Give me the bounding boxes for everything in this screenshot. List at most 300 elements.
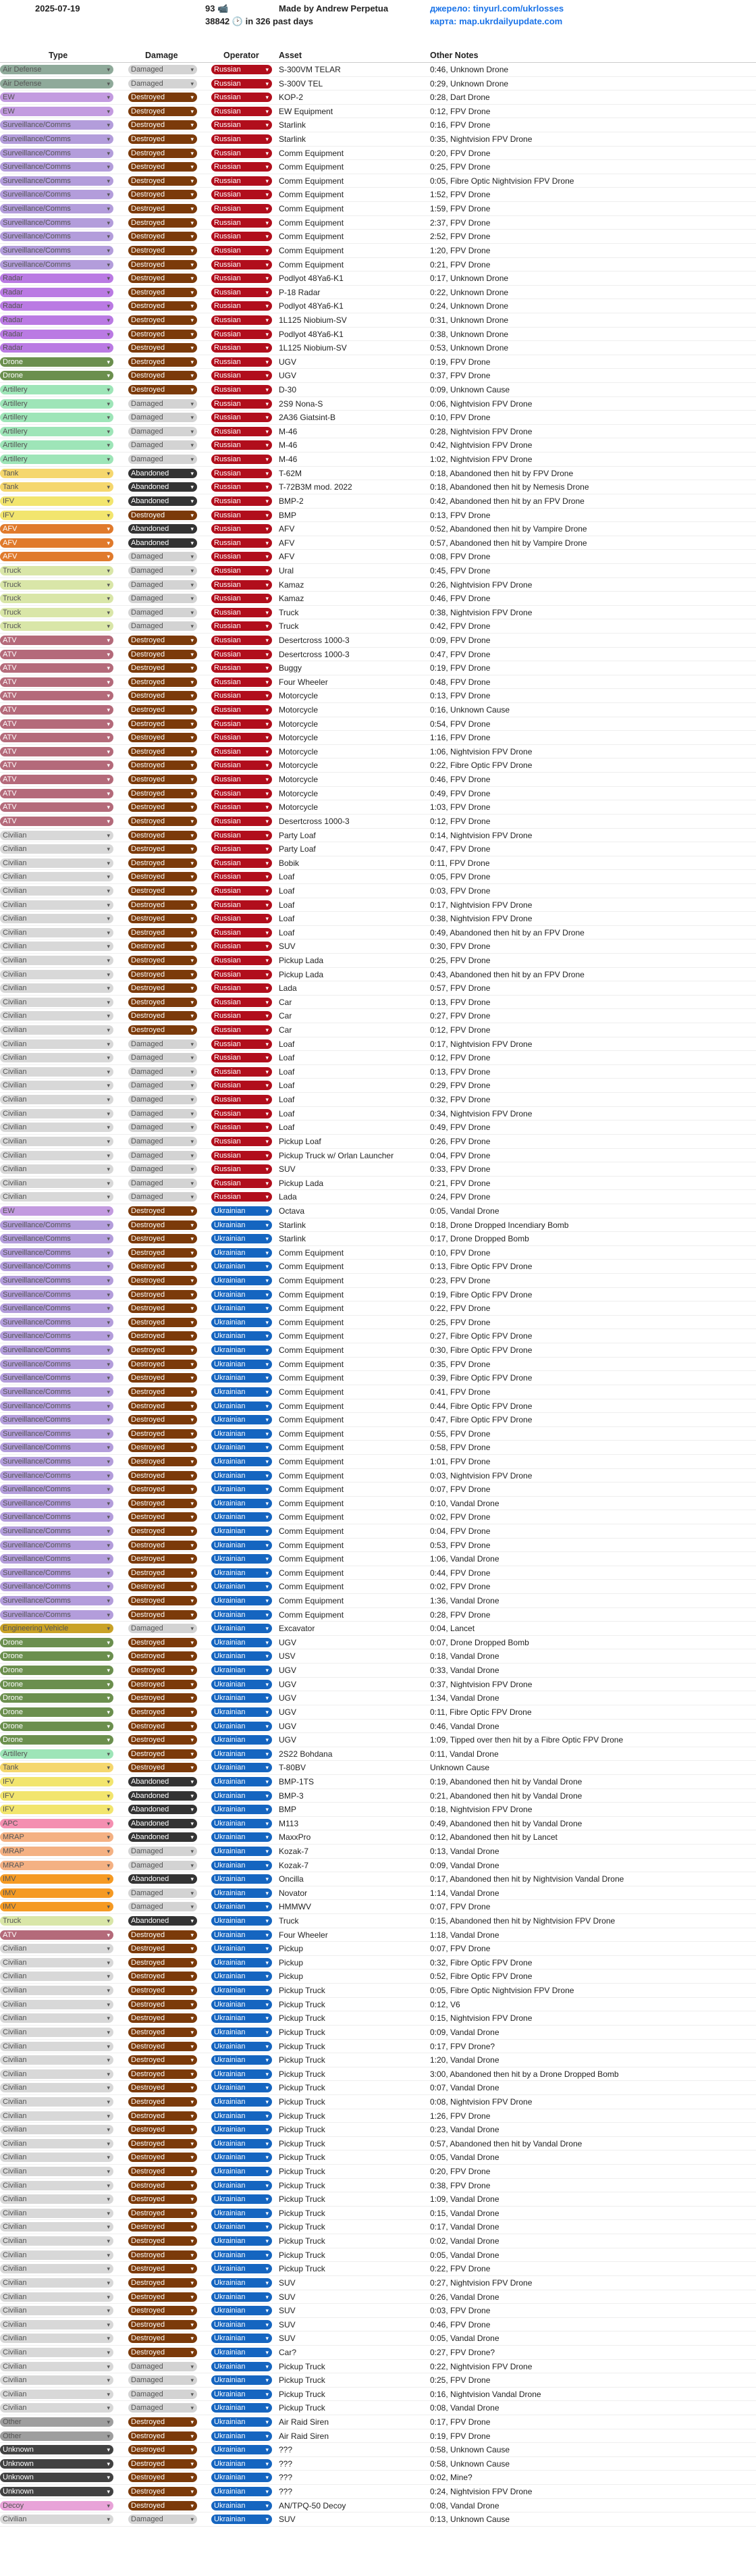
type-select[interactable] bbox=[0, 204, 113, 213]
operator-select[interactable] bbox=[211, 761, 272, 770]
damage-select[interactable] bbox=[128, 663, 197, 673]
operator-select[interactable] bbox=[211, 2042, 272, 2051]
type-select[interactable] bbox=[0, 1624, 113, 1633]
operator-select[interactable] bbox=[211, 802, 272, 812]
damage-select[interactable] bbox=[128, 1039, 197, 1049]
operator-select[interactable] bbox=[211, 872, 272, 881]
type-select[interactable] bbox=[0, 1053, 113, 1062]
operator-select[interactable] bbox=[211, 2431, 272, 2441]
type-select[interactable] bbox=[0, 1206, 113, 1216]
damage-select[interactable] bbox=[128, 1067, 197, 1077]
damage-select[interactable] bbox=[128, 1651, 197, 1661]
damage-select[interactable] bbox=[128, 2167, 197, 2176]
type-select[interactable] bbox=[0, 1331, 113, 1341]
type-select[interactable] bbox=[0, 1568, 113, 1578]
type-select[interactable] bbox=[0, 1401, 113, 1411]
operator-select[interactable] bbox=[211, 232, 272, 241]
operator-select[interactable] bbox=[211, 1512, 272, 1522]
damage-select[interactable] bbox=[128, 1986, 197, 1995]
type-select[interactable] bbox=[0, 2083, 113, 2092]
operator-select[interactable] bbox=[211, 1861, 272, 1870]
damage-select[interactable] bbox=[128, 608, 197, 617]
damage-select[interactable] bbox=[128, 1596, 197, 1605]
type-select[interactable] bbox=[0, 1095, 113, 1104]
operator-select[interactable] bbox=[211, 1053, 272, 1062]
damage-select[interactable] bbox=[128, 1819, 197, 1828]
damage-select[interactable] bbox=[128, 218, 197, 228]
type-select[interactable] bbox=[0, 2250, 113, 2260]
operator-select[interactable] bbox=[211, 1220, 272, 1230]
damage-select[interactable] bbox=[128, 1025, 197, 1035]
operator-select[interactable] bbox=[211, 2445, 272, 2454]
damage-select[interactable] bbox=[128, 2278, 197, 2288]
type-select[interactable] bbox=[0, 149, 113, 158]
type-select[interactable] bbox=[0, 928, 113, 937]
damage-select[interactable] bbox=[128, 538, 197, 548]
operator-select[interactable] bbox=[211, 2181, 272, 2190]
operator-select[interactable] bbox=[211, 1568, 272, 1578]
damage-select[interactable] bbox=[128, 1874, 197, 1884]
type-select[interactable] bbox=[0, 2194, 113, 2204]
type-select[interactable] bbox=[0, 2375, 113, 2385]
damage-select[interactable] bbox=[128, 134, 197, 144]
operator-select[interactable] bbox=[211, 1944, 272, 1953]
type-select[interactable] bbox=[0, 469, 113, 478]
damage-select[interactable] bbox=[128, 817, 197, 826]
damage-select[interactable] bbox=[128, 1234, 197, 1243]
damage-select[interactable] bbox=[128, 844, 197, 854]
operator-select[interactable] bbox=[211, 1206, 272, 1216]
type-select[interactable] bbox=[0, 1373, 113, 1383]
type-select[interactable] bbox=[0, 1415, 113, 1424]
operator-select[interactable] bbox=[211, 1763, 272, 1772]
operator-select[interactable] bbox=[211, 983, 272, 993]
operator-select[interactable] bbox=[211, 1262, 272, 1271]
operator-select[interactable] bbox=[211, 2320, 272, 2329]
damage-select[interactable] bbox=[128, 2042, 197, 2051]
damage-select[interactable] bbox=[128, 1164, 197, 1174]
damage-select[interactable] bbox=[128, 93, 197, 102]
operator-select[interactable] bbox=[211, 399, 272, 409]
operator-select[interactable] bbox=[211, 1011, 272, 1021]
damage-select[interactable] bbox=[128, 176, 197, 186]
damage-select[interactable] bbox=[128, 566, 197, 575]
damage-select[interactable] bbox=[128, 1192, 197, 1202]
damage-select[interactable] bbox=[128, 440, 197, 450]
operator-select[interactable] bbox=[211, 2375, 272, 2385]
operator-select[interactable] bbox=[211, 1986, 272, 1995]
damage-select[interactable] bbox=[128, 747, 197, 756]
type-select[interactable] bbox=[0, 1847, 113, 1856]
damage-select[interactable] bbox=[128, 2375, 197, 2385]
operator-select[interactable] bbox=[211, 1610, 272, 1620]
type-select[interactable] bbox=[0, 288, 113, 297]
type-select[interactable] bbox=[0, 190, 113, 199]
damage-select[interactable] bbox=[128, 2292, 197, 2302]
type-select[interactable] bbox=[0, 733, 113, 742]
type-select[interactable] bbox=[0, 1360, 113, 1369]
operator-select[interactable] bbox=[211, 538, 272, 548]
type-select[interactable] bbox=[0, 1164, 113, 1174]
damage-select[interactable] bbox=[128, 928, 197, 937]
operator-select[interactable] bbox=[211, 2459, 272, 2469]
operator-select[interactable] bbox=[211, 440, 272, 450]
damage-select[interactable] bbox=[128, 705, 197, 715]
type-select[interactable] bbox=[0, 761, 113, 770]
operator-select[interactable] bbox=[211, 1290, 272, 1299]
type-select[interactable] bbox=[0, 1596, 113, 1605]
type-select[interactable] bbox=[0, 2222, 113, 2232]
type-select[interactable] bbox=[0, 2473, 113, 2482]
operator-select[interactable] bbox=[211, 2028, 272, 2037]
type-select[interactable] bbox=[0, 2431, 113, 2441]
damage-select[interactable] bbox=[128, 1220, 197, 1230]
damage-select[interactable] bbox=[128, 1304, 197, 1313]
operator-select[interactable] bbox=[211, 343, 272, 353]
operator-select[interactable] bbox=[211, 1596, 272, 1605]
operator-select[interactable] bbox=[211, 79, 272, 88]
type-select[interactable] bbox=[0, 956, 113, 965]
type-select[interactable] bbox=[0, 1526, 113, 1536]
operator-select[interactable] bbox=[211, 2487, 272, 2496]
type-select[interactable] bbox=[0, 552, 113, 561]
type-select[interactable] bbox=[0, 1832, 113, 1842]
operator-select[interactable] bbox=[211, 1805, 272, 1814]
damage-select[interactable] bbox=[128, 1693, 197, 1703]
operator-select[interactable] bbox=[211, 942, 272, 951]
operator-select[interactable] bbox=[211, 2209, 272, 2218]
damage-select[interactable] bbox=[128, 1541, 197, 1550]
operator-select[interactable] bbox=[211, 2236, 272, 2246]
damage-select[interactable] bbox=[128, 2403, 197, 2413]
damage-select[interactable] bbox=[128, 2139, 197, 2148]
operator-select[interactable] bbox=[211, 1276, 272, 1285]
type-select[interactable] bbox=[0, 1541, 113, 1550]
type-select[interactable] bbox=[0, 65, 113, 74]
operator-select[interactable] bbox=[211, 2125, 272, 2134]
operator-select[interactable] bbox=[211, 747, 272, 756]
type-select[interactable] bbox=[0, 747, 113, 756]
operator-select[interactable] bbox=[211, 1888, 272, 1898]
operator-select[interactable] bbox=[211, 2334, 272, 2343]
damage-select[interactable] bbox=[128, 1512, 197, 1522]
damage-select[interactable] bbox=[128, 1722, 197, 1731]
damage-select[interactable] bbox=[128, 1137, 197, 1146]
damage-select[interactable] bbox=[128, 1345, 197, 1355]
type-select[interactable] bbox=[0, 1749, 113, 1759]
damage-select[interactable] bbox=[128, 2264, 197, 2273]
damage-select[interactable] bbox=[128, 789, 197, 798]
damage-select[interactable] bbox=[128, 1443, 197, 1452]
type-select[interactable] bbox=[0, 900, 113, 910]
operator-select[interactable] bbox=[211, 2083, 272, 2092]
damage-select[interactable] bbox=[128, 65, 197, 74]
type-select[interactable] bbox=[0, 2028, 113, 2037]
type-select[interactable] bbox=[0, 1693, 113, 1703]
type-select[interactable] bbox=[0, 2459, 113, 2469]
damage-select[interactable] bbox=[128, 1457, 197, 1466]
type-select[interactable] bbox=[0, 1276, 113, 1285]
operator-select[interactable] bbox=[211, 1847, 272, 1856]
type-select[interactable] bbox=[0, 2055, 113, 2065]
operator-select[interactable] bbox=[211, 149, 272, 158]
damage-select[interactable] bbox=[128, 1526, 197, 1536]
damage-select[interactable] bbox=[128, 2348, 197, 2357]
type-select[interactable] bbox=[0, 608, 113, 617]
type-select[interactable] bbox=[0, 134, 113, 144]
type-select[interactable] bbox=[0, 1499, 113, 1508]
operator-select[interactable] bbox=[211, 301, 272, 311]
damage-select[interactable] bbox=[128, 1331, 197, 1341]
damage-select[interactable] bbox=[128, 260, 197, 269]
operator-select[interactable] bbox=[211, 1123, 272, 1132]
damage-select[interactable] bbox=[128, 2222, 197, 2232]
operator-select[interactable] bbox=[211, 1387, 272, 1397]
type-select[interactable] bbox=[0, 1944, 113, 1953]
type-select[interactable] bbox=[0, 2000, 113, 2009]
type-select[interactable] bbox=[0, 621, 113, 631]
damage-select[interactable] bbox=[128, 677, 197, 687]
operator-select[interactable] bbox=[211, 886, 272, 896]
type-select[interactable] bbox=[0, 2111, 113, 2121]
operator-select[interactable] bbox=[211, 511, 272, 520]
type-select[interactable] bbox=[0, 1582, 113, 1591]
type-select[interactable] bbox=[0, 176, 113, 186]
damage-select[interactable] bbox=[128, 983, 197, 993]
operator-select[interactable] bbox=[211, 385, 272, 394]
operator-select[interactable] bbox=[211, 1666, 272, 1675]
operator-select[interactable] bbox=[211, 2348, 272, 2357]
type-select[interactable] bbox=[0, 2236, 113, 2246]
type-select[interactable] bbox=[0, 2181, 113, 2190]
type-select[interactable] bbox=[0, 1039, 113, 1049]
operator-select[interactable] bbox=[211, 594, 272, 603]
operator-select[interactable] bbox=[211, 260, 272, 269]
operator-select[interactable] bbox=[211, 2069, 272, 2079]
damage-select[interactable] bbox=[128, 190, 197, 199]
type-select[interactable] bbox=[0, 1763, 113, 1772]
type-select[interactable] bbox=[0, 691, 113, 700]
operator-select[interactable] bbox=[211, 1707, 272, 1717]
damage-select[interactable] bbox=[128, 998, 197, 1007]
damage-select[interactable] bbox=[128, 399, 197, 409]
damage-select[interactable] bbox=[128, 1123, 197, 1132]
type-select[interactable] bbox=[0, 1777, 113, 1786]
damage-select[interactable] bbox=[128, 858, 197, 868]
operator-select[interactable] bbox=[211, 274, 272, 283]
operator-select[interactable] bbox=[211, 1234, 272, 1243]
type-select[interactable] bbox=[0, 343, 113, 353]
damage-select[interactable] bbox=[128, 1916, 197, 1926]
type-select[interactable] bbox=[0, 1958, 113, 1967]
operator-select[interactable] bbox=[211, 1137, 272, 1146]
operator-select[interactable] bbox=[211, 413, 272, 422]
damage-select[interactable] bbox=[128, 1777, 197, 1786]
damage-select[interactable] bbox=[128, 1081, 197, 1090]
type-select[interactable] bbox=[0, 455, 113, 464]
operator-select[interactable] bbox=[211, 705, 272, 715]
damage-select[interactable] bbox=[128, 455, 197, 464]
operator-select[interactable] bbox=[211, 2264, 272, 2273]
operator-select[interactable] bbox=[211, 2278, 272, 2288]
operator-select[interactable] bbox=[211, 2390, 272, 2399]
map-link[interactable]: map.ukrdailyupdate.com bbox=[459, 16, 563, 26]
type-select[interactable] bbox=[0, 2445, 113, 2454]
type-select[interactable] bbox=[0, 1304, 113, 1313]
damage-select[interactable] bbox=[128, 2417, 197, 2427]
type-select[interactable] bbox=[0, 301, 113, 311]
damage-select[interactable] bbox=[128, 650, 197, 659]
type-select[interactable] bbox=[0, 2097, 113, 2107]
damage-select[interactable] bbox=[128, 552, 197, 561]
damage-select[interactable] bbox=[128, 427, 197, 436]
operator-select[interactable] bbox=[211, 469, 272, 478]
type-select[interactable] bbox=[0, 886, 113, 896]
damage-select[interactable] bbox=[128, 79, 197, 88]
damage-select[interactable] bbox=[128, 691, 197, 700]
operator-select[interactable] bbox=[211, 1415, 272, 1424]
operator-select[interactable] bbox=[211, 1429, 272, 1439]
type-select[interactable] bbox=[0, 427, 113, 436]
source-link[interactable]: tinyurl.com/ukrlosses bbox=[473, 3, 564, 14]
operator-select[interactable] bbox=[211, 1777, 272, 1786]
type-select[interactable] bbox=[0, 232, 113, 241]
operator-select[interactable] bbox=[211, 1749, 272, 1759]
operator-select[interactable] bbox=[211, 1819, 272, 1828]
type-select[interactable] bbox=[0, 107, 113, 116]
type-select[interactable] bbox=[0, 2403, 113, 2413]
type-select[interactable] bbox=[0, 2348, 113, 2357]
type-select[interactable] bbox=[0, 1972, 113, 1981]
operator-select[interactable] bbox=[211, 1972, 272, 1981]
type-select[interactable] bbox=[0, 942, 113, 951]
type-select[interactable] bbox=[0, 1512, 113, 1522]
operator-select[interactable] bbox=[211, 204, 272, 213]
type-select[interactable] bbox=[0, 1638, 113, 1647]
operator-select[interactable] bbox=[211, 733, 272, 742]
operator-select[interactable] bbox=[211, 1109, 272, 1118]
operator-select[interactable] bbox=[211, 719, 272, 729]
damage-select[interactable] bbox=[128, 900, 197, 910]
type-select[interactable] bbox=[0, 2125, 113, 2134]
damage-select[interactable] bbox=[128, 1638, 197, 1647]
type-select[interactable] bbox=[0, 1791, 113, 1801]
operator-select[interactable] bbox=[211, 1902, 272, 1911]
operator-select[interactable] bbox=[211, 190, 272, 199]
type-select[interactable] bbox=[0, 844, 113, 854]
operator-select[interactable] bbox=[211, 2515, 272, 2524]
operator-select[interactable] bbox=[211, 691, 272, 700]
damage-select[interactable] bbox=[128, 2181, 197, 2190]
type-select[interactable] bbox=[0, 705, 113, 715]
damage-select[interactable] bbox=[128, 162, 197, 172]
operator-select[interactable] bbox=[211, 1582, 272, 1591]
type-select[interactable] bbox=[0, 1151, 113, 1160]
operator-select[interactable] bbox=[211, 1680, 272, 1689]
damage-select[interactable] bbox=[128, 1095, 197, 1104]
type-select[interactable] bbox=[0, 1735, 113, 1745]
type-select[interactable] bbox=[0, 719, 113, 729]
type-select[interactable] bbox=[0, 1179, 113, 1188]
damage-select[interactable] bbox=[128, 1387, 197, 1397]
type-select[interactable] bbox=[0, 1902, 113, 1911]
operator-select[interactable] bbox=[211, 1304, 272, 1313]
type-select[interactable] bbox=[0, 274, 113, 283]
type-select[interactable] bbox=[0, 566, 113, 575]
type-select[interactable] bbox=[0, 831, 113, 840]
type-select[interactable] bbox=[0, 1429, 113, 1439]
damage-select[interactable] bbox=[128, 775, 197, 784]
operator-select[interactable] bbox=[211, 2194, 272, 2204]
type-select[interactable] bbox=[0, 2390, 113, 2399]
damage-select[interactable] bbox=[128, 1680, 197, 1689]
type-select[interactable] bbox=[0, 983, 113, 993]
type-select[interactable] bbox=[0, 2292, 113, 2302]
damage-select[interactable] bbox=[128, 2390, 197, 2399]
operator-select[interactable] bbox=[211, 2473, 272, 2482]
damage-select[interactable] bbox=[128, 1471, 197, 1480]
damage-select[interactable] bbox=[128, 413, 197, 422]
type-select[interactable] bbox=[0, 858, 113, 868]
type-select[interactable] bbox=[0, 79, 113, 88]
damage-select[interactable] bbox=[128, 914, 197, 923]
damage-select[interactable] bbox=[128, 2069, 197, 2079]
operator-select[interactable] bbox=[211, 1164, 272, 1174]
operator-select[interactable] bbox=[211, 552, 272, 561]
type-select[interactable] bbox=[0, 1874, 113, 1884]
damage-select[interactable] bbox=[128, 1791, 197, 1801]
operator-select[interactable] bbox=[211, 580, 272, 590]
damage-select[interactable] bbox=[128, 719, 197, 729]
damage-select[interactable] bbox=[128, 2055, 197, 2065]
damage-select[interactable] bbox=[128, 1485, 197, 1494]
damage-select[interactable] bbox=[128, 1276, 197, 1285]
damage-select[interactable] bbox=[128, 1179, 197, 1188]
type-select[interactable] bbox=[0, 1387, 113, 1397]
type-select[interactable] bbox=[0, 1262, 113, 1271]
type-select[interactable] bbox=[0, 650, 113, 659]
type-select[interactable] bbox=[0, 246, 113, 255]
type-select[interactable] bbox=[0, 1651, 113, 1661]
operator-select[interactable] bbox=[211, 1401, 272, 1411]
operator-select[interactable] bbox=[211, 427, 272, 436]
operator-select[interactable] bbox=[211, 956, 272, 965]
operator-select[interactable] bbox=[211, 2055, 272, 2065]
operator-select[interactable] bbox=[211, 2250, 272, 2260]
operator-select[interactable] bbox=[211, 970, 272, 979]
type-select[interactable] bbox=[0, 1861, 113, 1870]
damage-select[interactable] bbox=[128, 524, 197, 534]
damage-select[interactable] bbox=[128, 942, 197, 951]
operator-select[interactable] bbox=[211, 1025, 272, 1035]
damage-select[interactable] bbox=[128, 580, 197, 590]
operator-select[interactable] bbox=[211, 1735, 272, 1745]
type-select[interactable] bbox=[0, 1109, 113, 1118]
damage-select[interactable] bbox=[128, 956, 197, 965]
damage-select[interactable] bbox=[128, 1666, 197, 1675]
damage-select[interactable] bbox=[128, 120, 197, 130]
type-select[interactable] bbox=[0, 357, 113, 367]
type-select[interactable] bbox=[0, 1666, 113, 1675]
damage-select[interactable] bbox=[128, 232, 197, 241]
type-select[interactable] bbox=[0, 1680, 113, 1689]
operator-select[interactable] bbox=[211, 1179, 272, 1188]
type-select[interactable] bbox=[0, 2209, 113, 2218]
damage-select[interactable] bbox=[128, 872, 197, 881]
damage-select[interactable] bbox=[128, 1401, 197, 1411]
damage-select[interactable] bbox=[128, 274, 197, 283]
operator-select[interactable] bbox=[211, 2097, 272, 2107]
